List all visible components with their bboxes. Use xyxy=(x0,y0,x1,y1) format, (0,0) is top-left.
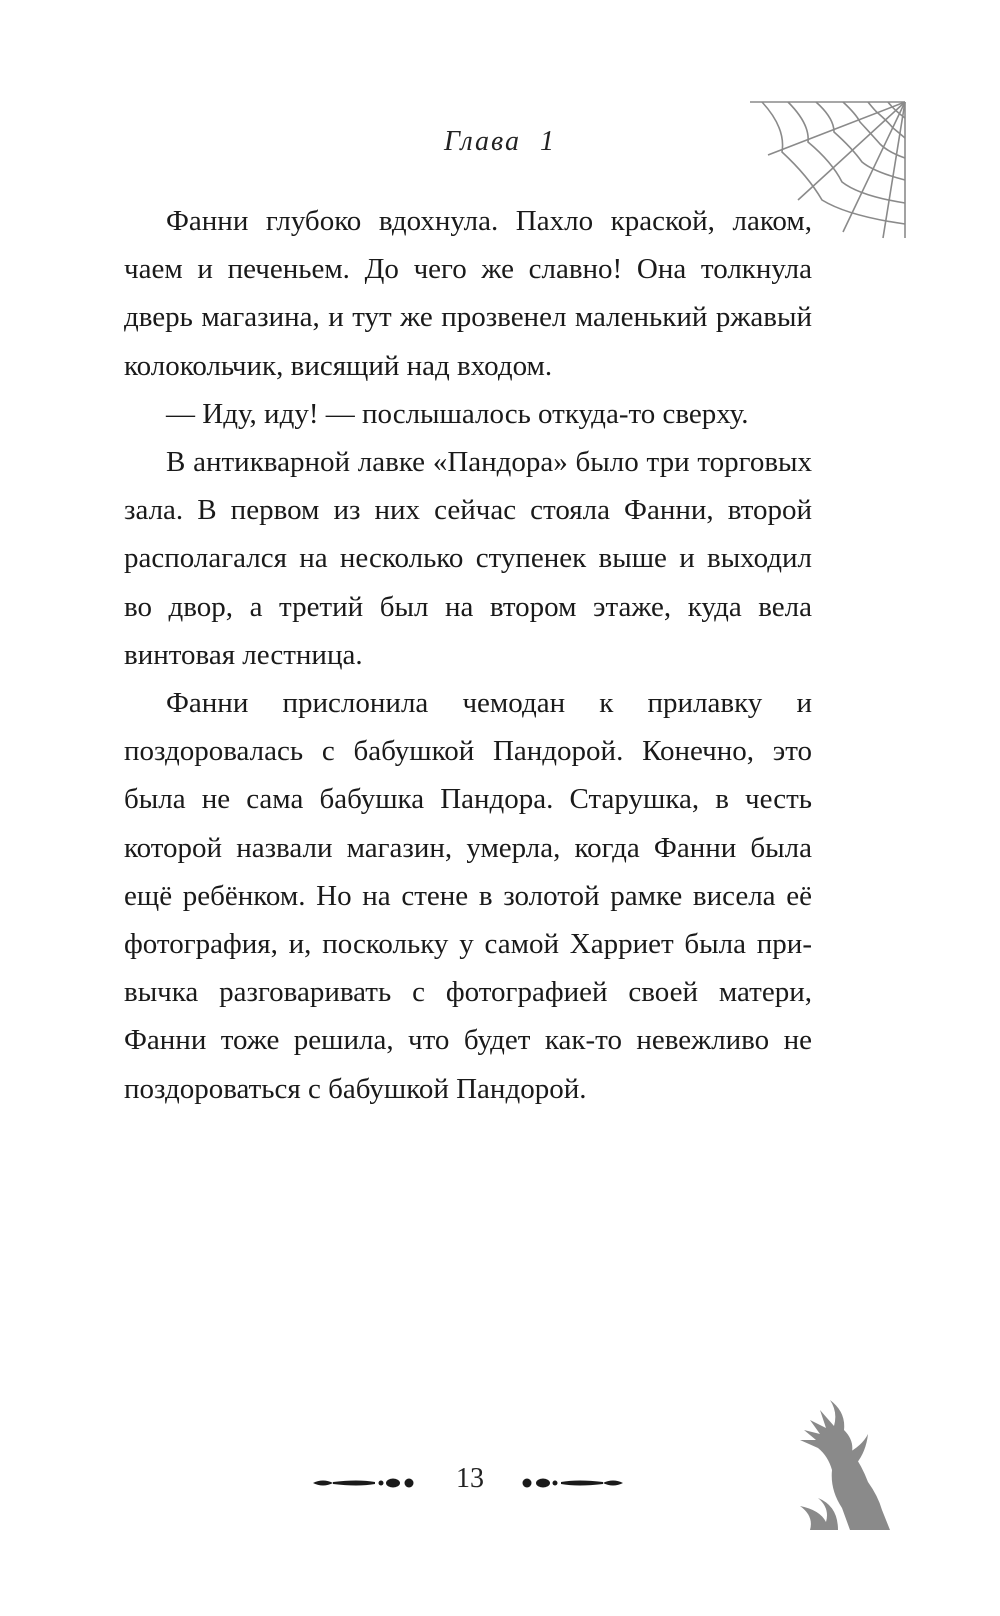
paragraph: Фанни прислонила чемодан к прилавку и поздоровалась с бабушкой Пандорой. Конечно, это была не сама бабушка Пандора. Старушка, в честь которой назвали магазин, умерла, когда Фанни была ещё ребёнком. Но на стене в золотой рамке висела её фотография, и, поскольку у самой Харриет была привычка разговаривать с фотографией своей матери, Фанни тоже решила, что будет как-то невежливо не поздороваться с бабушкой Пандорой. xyxy=(124,687,812,1105)
flourish-ornament-icon xyxy=(513,1475,623,1491)
zombie-hand-icon xyxy=(790,1390,920,1530)
page-footer xyxy=(0,1463,1000,1503)
flourish-ornament-icon xyxy=(313,1475,423,1491)
body-text xyxy=(124,197,812,1113)
paragraph: В антикварной лавке «Пандора» было три торговых зала. В первом из них сейчас стояла Фанни, второй располагался на несколько ступенек выше и выходил во двор, а третий был на втором этаже, куда вела винтовая лестница. xyxy=(124,446,812,671)
paragraph: — Иду, иду! — послышалось откуда-то сверху. xyxy=(166,397,749,430)
chapter-header: Глава 1 xyxy=(444,126,556,157)
paragraph: Фанни глубоко вдохнула. Пахло краской, лаком, чаем и печеньем. До чего же славно! Она толкнула дверь магазина, и тут же прозвенел маленький ржавый колокольчик, висящий над входом. xyxy=(124,205,812,382)
page-number: 13 xyxy=(456,1463,484,1494)
